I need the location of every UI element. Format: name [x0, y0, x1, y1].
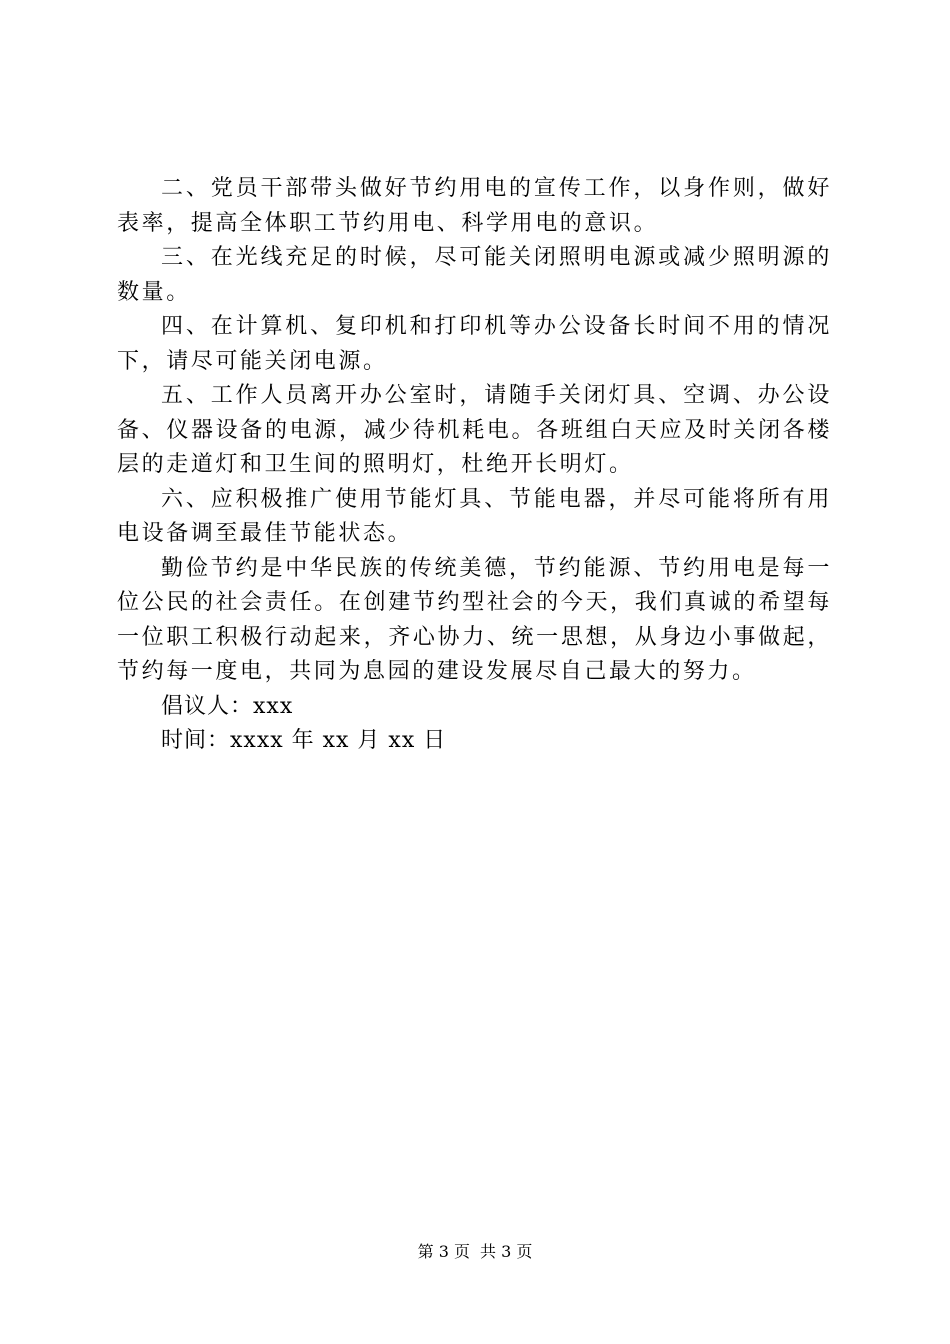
proposer-line: 倡议人：xxx: [161, 693, 294, 719]
paragraph-item-4: 四、在计算机、复印机和打印机等办公设备长时间不用的情况下，请尽可能关闭电源。: [117, 314, 832, 374]
paragraph-item-3: 三、在光线充足的时候，尽可能关闭照明电源或减少照明源的数量。: [117, 245, 832, 305]
paragraph-item-6: 六、应积极推广使用节能灯具、节能电器，并尽可能将所有用电设备调至最佳节能状态。: [117, 486, 832, 546]
date-line: 时间：xxxx 年 xx 月 xx 日: [161, 728, 447, 753]
page-number-current: 第 3 页: [417, 1242, 470, 1261]
paragraph-item-2: 二、党员干部带头做好节约用电的宣传工作，以身作则，做好表率，提高全体职工节约用电、科学用电的意识。: [117, 176, 832, 236]
document-body: [117, 172, 832, 759]
page-number-total: 共 3 页: [480, 1242, 533, 1261]
page-footer: [0, 1242, 950, 1262]
closing-paragraph: 勤俭节约是中华民族的传统美德，节约能源、节约用电是每一位公民的社会责任。在创建节约型社会的今天，我们真诚的希望每一位职工积极行动起来，齐心协力、统一思想，从身边小事做起，节约每一度电，共同为息园的建设发展尽自己最大的努力。: [117, 555, 832, 684]
paragraph-item-5: 五、工作人员离开办公室时，请随手关闭灯具、空调、办公设备、仪器设备的电源，减少待机耗电。各班组白天应及时关闭各楼层的走道灯和卫生间的照明灯，杜绝开长明灯。: [117, 383, 832, 477]
